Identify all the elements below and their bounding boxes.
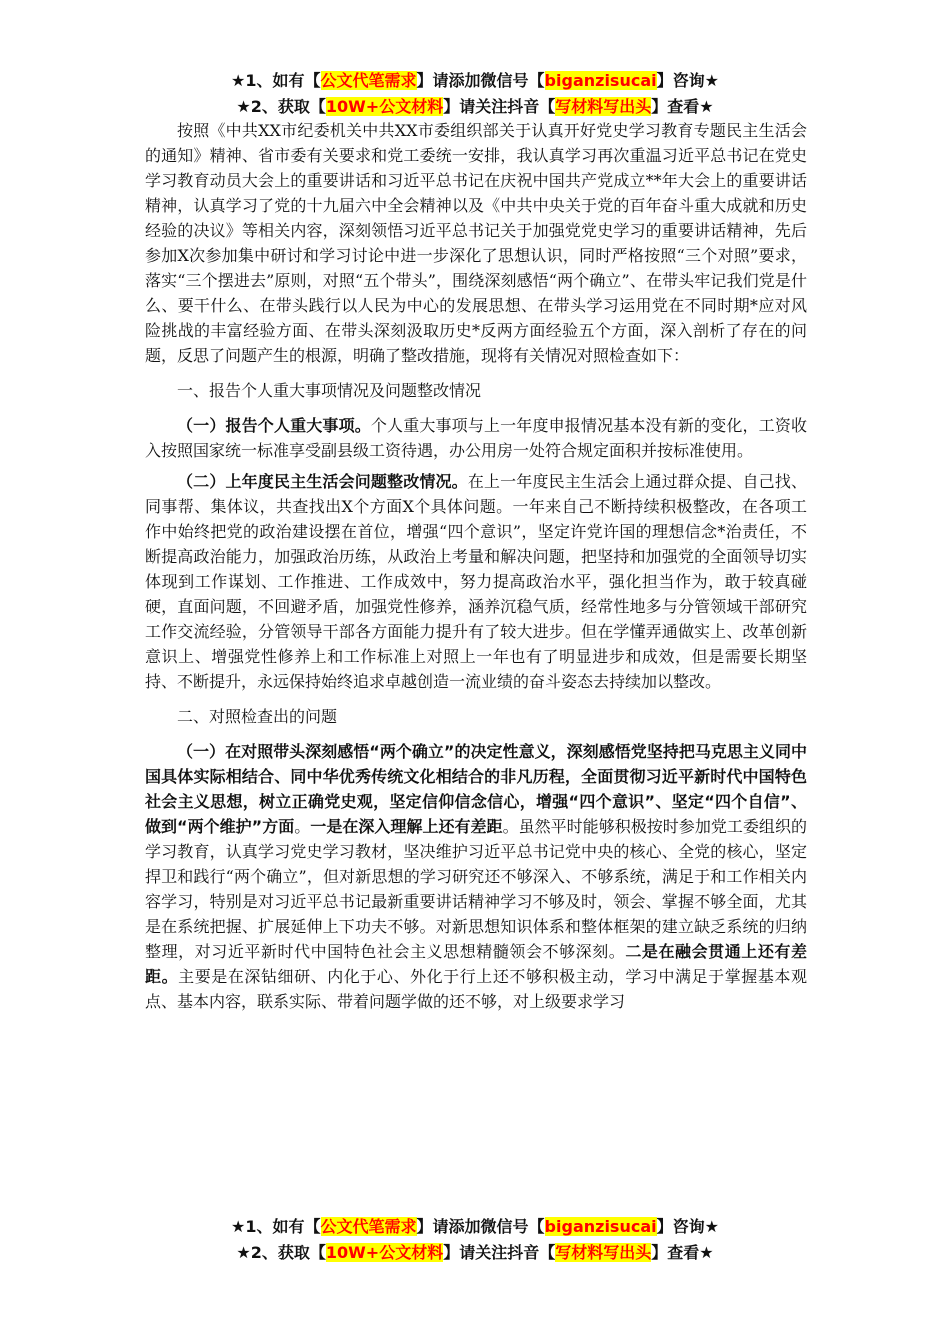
point-lead: 二是在融会贯通上还有差距。 (145, 942, 807, 986)
highlight-text: biganzisucai (544, 1217, 657, 1236)
subsection-title: （一）报告个人重大事项。 (177, 416, 371, 435)
highlight-text: 10W+公文材料 (325, 97, 444, 116)
highlight-text: 写材料写出头 (555, 1243, 652, 1262)
highlight-text: 10W+公文材料 (325, 1243, 444, 1262)
promo-line-1: ★1、如有【公文代笔需求】请添加微信号【biganzisucai】咨询★ (231, 1217, 719, 1236)
subsection-title: （一）在对照带头深刻感悟“两个确立”的决定性意义，深刻感悟党坚持把马克思主义同中国具体实际相结合、同中华优秀传统文化相结合的非凡历程，全面贯彻习近平新时代中国特色社会主义思想，树立正确党史观，坚定信仰信念信心，增强“四个意识”、坚定“四个自信”、做到“两个维护”方面 (145, 742, 807, 836)
section-heading-2: 二、对照检查出的问题 (177, 707, 338, 726)
highlight-text: 写材料写出头 (555, 97, 652, 116)
highlight-text: biganzisucai (544, 71, 657, 90)
document-body (145, 118, 807, 1014)
paragraph-personal-matters: （一）报告个人重大事项。个人重大事项与上一年度申报情况基本没有新的变化，工资收入按照国家统一标准享受副县级工资待遇，办公用房一处符合规定面积并按标准使用。 (145, 416, 807, 460)
highlight-text: 公文代笔需求 (320, 71, 417, 90)
point-lead: 一是在深入理解上还有差距 (310, 817, 503, 836)
promo-banner-bottom (120, 1214, 830, 1266)
paragraph-rectification: （二）上年度民主生活会问题整改情况。在上一年度民主生活会上通过群众提、自己找、同事帮、集体议，共查找出X个方面X个具体问题。一年来自己不断持续积极整改，在各项工作中始终把党的政治建设摆在首位，增强“四个意识”，坚定许党许国的理想信念*治责任，不断提高政治能力，加强政治历练，从政治上考量和解决问题，把坚持和加强党的全面领导切实体现到工作谋划、工作推进、工作成效中，努力提高政治水平，强化担当作为，敢于较真碰硬，直面问题，不回避矛盾，加强党性修养，涵养沉稳气质，经常性地多与分管领域干部研究工作交流经验，分管领导干部各方面能力提升有了较大进步。但在学懂弄通做实上、改革创新意识上、增强党性修养上和工作标准上对照上一年也有了明显进步和成效，但是需要长期坚持、不断提升，永远保持始终追求卓越创造一流业绩的奋斗姿态去持续加以整改。 (145, 472, 807, 691)
paragraph-problems: （一）在对照带头深刻感悟“两个确立”的决定性意义，深刻感悟党坚持把马克思主义同中国具体实际相结合、同中华优秀传统文化相结合的非凡历程，全面贯彻习近平新时代中国特色社会主义思想，树立正确党史观，坚定信仰信念信心，增强“四个意识”、坚定“四个自信”、做到“两个维护”方面。一是在深入理解上还有差距。虽然平时能够积极按时参加党工委组织的学习教育，认真学习党史学习教材，坚决维护习近平总书记党中央的核心、全党的核心，坚定捍卫和践行“两个确立”，但对新思想的学习研究还不够深入、不够系统，满足于和工作相关内容学习，特别是对习近平总书记最新重要讲话精神学习不够及时，领会、掌握不够全面，尤其是在系统把握、扩展延伸上下功夫不够。对新思想知识体系和整体框架的建立缺乏系统的归纳整理，对习近平新时代中国特色社会主义思想精髓领会不够深刻。二是在融会贯通上还有差距。主要是在深钻细研、内化于心、外化于行上还不够积极主动，学习中满足于掌握基本观点、基本内容，联系实际、带着问题学做的还不够，对上级要求学习 (145, 742, 807, 1011)
section-heading-1: 一、报告个人重大事项情况及问题整改情况 (177, 381, 482, 400)
promo-line-1: ★1、如有【公文代笔需求】请添加微信号【biganzisucai】咨询★ (231, 71, 719, 90)
promo-line-2: ★2、获取【10W+公文材料】请关注抖音【写材料写出头】查看★ (236, 1243, 714, 1262)
promo-line-2: ★2、获取【10W+公文材料】请关注抖音【写材料写出头】查看★ (236, 97, 714, 116)
highlight-text: 公文代笔需求 (320, 1217, 417, 1236)
promo-banner-top (120, 68, 830, 120)
subsection-title: （二）上年度民主生活会问题整改情况。 (177, 472, 468, 491)
intro-paragraph: 按照《中共XX市纪委机关中共XX市委组织部关于认真开好党史学习教育专题民主生活会的通知》精神、省市委有关要求和党工委统一安排，我认真学习再次重温习近平总书记在党史学习教育动员大会上的重要讲话和习近平总书记在庆祝中国共产党成立**年大会上的重要讲话精神，认真学习了党的十九届六中全会精神以及《中共中央关于党的百年奋斗重大成就和历史经验的决议》等相关内容，深刻领悟习近平总书记关于加强党党史学习的重要讲话精神，先后参加X次参加集中研讨和学习讨论中进一步深化了思想认识，同时严格按照“三个对照”要求，落实“三个摆进去”原则，对照“五个带头”，围绕深刻感悟“两个确立”、在带头牢记我们党是什么、要干什么、在带头践行以人民为中心的发展思想、在带头学习运用党在不同时期*应对风险挑战的丰富经验方面、在带头深刻汲取历史*反两方面经验五个方面，深入剖析了存在的问题，反思了问题产生的根源，明确了整改措施，现将有关情况对照检查如下： (145, 121, 807, 365)
